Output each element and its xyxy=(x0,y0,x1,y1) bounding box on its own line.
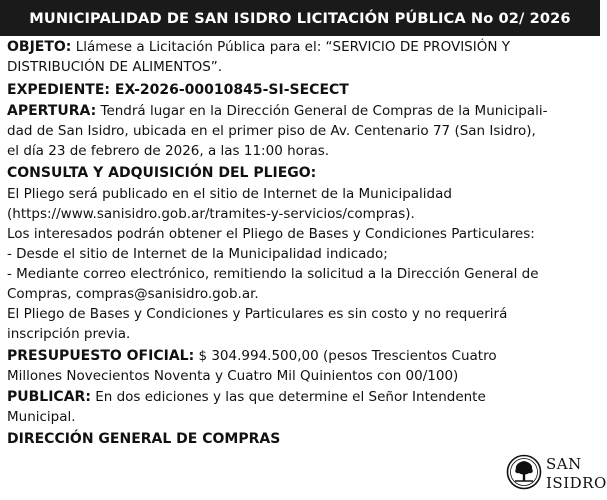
apertura-line-3: el día 23 de febrero de 2026, a las 11:00 horas. xyxy=(7,143,330,159)
notice-body xyxy=(7,37,597,450)
presupuesto-line-2: Millones Novecientos Noventa y Cuatro Mil Quinientos con 00/100) xyxy=(7,368,459,384)
notice-header xyxy=(0,0,600,36)
consulta-title-block xyxy=(7,162,597,184)
consulta-line-5: - Mediante correo electrónico, remitiendo la solicitud a la Dirección General de xyxy=(7,266,539,282)
apertura-line-1: Tendrá lugar en la Dirección General de Compras de la Municipali- xyxy=(96,103,548,119)
apertura-section xyxy=(7,101,597,161)
consulta-line-1: El Pliego será publicado en el sitio de Internet de la Municipalidad xyxy=(7,186,452,202)
consulta-line-4: - Desde el sitio de Internet de la Municipalidad indicado; xyxy=(7,246,388,262)
san-isidro-logo xyxy=(506,452,607,498)
objeto-section xyxy=(7,37,597,77)
header-title: MUNICIPALIDAD DE SAN ISIDRO LICITACIÓN PÚBLICA No 02/ 2026 xyxy=(29,9,571,27)
logo-text-san: SAN xyxy=(546,455,582,473)
footer-text: DIRECCIÓN GENERAL DE COMPRAS xyxy=(7,431,281,447)
publicar-line-1: En dos ediciones y las que determine el Señor Intendente xyxy=(90,389,486,405)
consulta-line-3: Los interesados podrán obtener el Pliego de Bases y Condiciones Particulares: xyxy=(7,226,535,242)
consulta-line-8: inscripción previa. xyxy=(7,326,131,342)
apertura-line-2: dad de San Isidro, ubicada en el primer piso de Av. Centenario 77 (San Isidro), xyxy=(7,123,536,139)
apertura-label: APERTURA: xyxy=(7,103,97,119)
expediente-section xyxy=(7,79,597,101)
consulta-section xyxy=(7,184,597,344)
publicar-line-2: Municipal. xyxy=(7,409,76,425)
footer-section xyxy=(7,428,597,450)
consulta-line-6: Compras, compras@sanisidro.gob.ar. xyxy=(7,286,259,302)
objeto-line-1: Llámese a Licitación Pública para el: “SERVICIO DE PROVISIÓN Y xyxy=(71,39,510,55)
publicar-label: PUBLICAR: xyxy=(7,389,91,405)
publicar-section xyxy=(7,387,597,427)
presupuesto-section xyxy=(7,346,597,386)
consulta-line-7: El Pliego de Bases y Condiciones y Particulares es sin costo y no requerirá xyxy=(7,306,508,322)
objeto-line-2: DISTRIBUCIÓN DE ALIMENTOS”. xyxy=(7,59,223,75)
objeto-label: OBJETO: xyxy=(7,39,72,55)
consulta-line-2: (https://www.sanisidro.gob.ar/tramites-y-servicios/compras). xyxy=(7,206,415,222)
presupuesto-line-1: $ 304.994.500,00 (pesos Trescientos Cuatro xyxy=(194,348,497,364)
tree-emblem-icon xyxy=(506,454,542,490)
logo-text-isidro: ISIDRO xyxy=(546,474,607,492)
expediente-text: EXPEDIENTE: EX-2026-00010845-SI-SECECT xyxy=(7,82,349,98)
consulta-title: CONSULTA Y ADQUISICIÓN DEL PLIEGO: xyxy=(7,165,317,181)
presupuesto-label: PRESUPUESTO OFICIAL: xyxy=(7,348,195,364)
